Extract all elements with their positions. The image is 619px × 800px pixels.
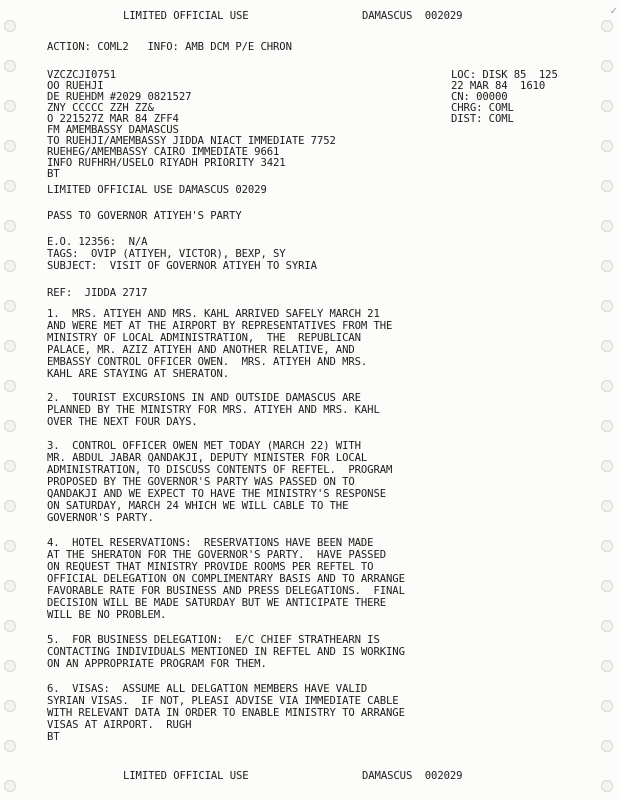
paragraph-line: EMBASSY CONTROL OFFICER OWEN. MRS. ATIYEH AND MRS. xyxy=(47,356,368,368)
eo-line: E.O. 12356: N/A xyxy=(47,236,148,248)
punch-hole xyxy=(4,500,16,512)
paragraph-line: GOVERNOR'S PARTY. xyxy=(47,512,154,524)
punch-hole xyxy=(4,20,16,32)
punch-hole xyxy=(4,700,16,712)
paragraph-line: OFFICIAL DELEGATION ON COMPLIMENTARY BASIS AND TO ARRANGE xyxy=(47,573,405,585)
pass-to-line: PASS TO GOVERNOR ATIYEH'S PARTY xyxy=(47,210,242,222)
date-line: 22 MAR 84 1610 xyxy=(451,80,546,92)
paragraph-line: ON SATURDAY, MARCH 24 WHICH WE WILL CABLE TO THE xyxy=(47,500,349,512)
punch-hole xyxy=(601,180,613,192)
paragraph-line: ADMINISTRATION, TO DISCUSS CONTENTS OF REFTEL. PROGRAM xyxy=(47,464,393,476)
punch-hole xyxy=(601,700,613,712)
punch-hole xyxy=(601,100,613,112)
punch-hole xyxy=(4,140,16,152)
punch-hole xyxy=(4,580,16,592)
paragraph-line: OVER THE NEXT FOUR DAYS. xyxy=(47,416,198,428)
paragraph-line: PROPOSED BY THE GOVERNOR'S PARTY WAS PASSED ON TO xyxy=(47,476,355,488)
punch-hole xyxy=(601,340,613,352)
punch-hole xyxy=(601,60,613,72)
punch-hole xyxy=(601,220,613,232)
punch-hole xyxy=(601,260,613,272)
paragraph-line: QANDAKJI AND WE EXPECT TO HAVE THE MINISTRY'S RESPONSE xyxy=(47,488,387,500)
punch-hole xyxy=(601,460,613,472)
corner-mark-icon: ✓ xyxy=(610,4,617,17)
footer-origin-ref: DAMASCUS 002029 xyxy=(362,770,463,782)
paragraph-line: MR. ABDUL JABAR QANDAKJI, DEPUTY MINISTER FOR LOCAL xyxy=(47,452,368,464)
paragraph-line: MINISTRY OF LOCAL ADMINISTRATION, THE REPUBLICAN xyxy=(47,332,361,344)
body-classification: LIMITED OFFICIAL USE DAMASCUS 02029 xyxy=(47,184,267,196)
punch-hole xyxy=(601,500,613,512)
paragraph-line: ON REQUEST THAT MINISTRY PROVIDE ROOMS PER REFTEL TO xyxy=(47,561,374,573)
paragraph-line: 4. HOTEL RESERVATIONS: RESERVATIONS HAVE BEEN MADE xyxy=(47,537,374,549)
punch-hole xyxy=(4,740,16,752)
routing-line: OO RUEHJI xyxy=(47,80,104,92)
paragraph-line: PLANNED BY THE MINISTRY FOR MRS. ATIYEH AND MRS. KAHL xyxy=(47,404,380,416)
punch-hole xyxy=(4,380,16,392)
punch-hole xyxy=(4,100,16,112)
punch-hole xyxy=(601,740,613,752)
chrg-line: CHRG: COML xyxy=(451,102,514,114)
routing-line: ZNY CCCCC ZZH ZZ& xyxy=(47,102,154,114)
punch-hole xyxy=(4,260,16,272)
punch-hole xyxy=(4,300,16,312)
punch-hole xyxy=(4,60,16,72)
routing-line: RUEHEG/AMEMBASSY CAIRO IMMEDIATE 9661 xyxy=(47,146,280,158)
right-punch-holes xyxy=(601,0,615,800)
punch-hole xyxy=(4,340,16,352)
routing-line: BT xyxy=(47,168,60,180)
punch-hole xyxy=(601,580,613,592)
punch-hole xyxy=(601,300,613,312)
subject-line: SUBJECT: VISIT OF GOVERNOR ATIYEH TO SYRIA xyxy=(47,260,317,272)
paragraph-line: DECISION WILL BE MADE SATURDAY BUT WE ANTICIPATE THERE xyxy=(47,597,387,609)
paragraph-line: 3. CONTROL OFFICER OWEN MET TODAY (MARCH 22) WITH xyxy=(47,440,361,452)
paragraph-line: KAHL ARE STAYING AT SHERATON. xyxy=(47,368,230,380)
routing-line: VZCZCJI0751 xyxy=(47,69,117,81)
paragraph-line: 6. VISAS: ASSUME ALL DELGATION MEMBERS HAVE VALID xyxy=(47,683,368,695)
punch-hole xyxy=(601,20,613,32)
paragraph-line: 1. MRS. ATIYEH AND MRS. KAHL ARRIVED SAFELY MARCH 21 xyxy=(47,308,380,320)
footer-classification: LIMITED OFFICIAL USE xyxy=(123,770,249,782)
header-origin-ref: DAMASCUS 002029 xyxy=(362,10,463,22)
punch-hole xyxy=(601,660,613,672)
punch-hole xyxy=(601,540,613,552)
punch-hole xyxy=(601,620,613,632)
header-classification: LIMITED OFFICIAL USE xyxy=(123,10,249,22)
punch-hole xyxy=(601,140,613,152)
routing-line: INFO RUFHRH/USELO RIYADH PRIORITY 3421 xyxy=(47,157,286,169)
action-line: ACTION: COML2 INFO: AMB DCM P/E CHRON xyxy=(47,41,292,53)
paragraph-line: WILL BE NO PROBLEM. xyxy=(47,609,167,621)
paragraph-line: AT THE SHERATON FOR THE GOVERNOR'S PARTY. HAVE PASSED xyxy=(47,549,387,561)
punch-hole xyxy=(4,180,16,192)
ref-line: REF: JIDDA 2717 xyxy=(47,287,148,299)
punch-hole xyxy=(4,540,16,552)
routing-line: O 221527Z MAR 84 ZFF4 xyxy=(47,113,179,125)
punch-hole xyxy=(4,460,16,472)
routing-line: FM AMEMBASSY DAMASCUS xyxy=(47,124,179,136)
cn-line: CN: 00000 xyxy=(451,91,508,103)
paragraph-line: FAVORABLE RATE FOR BUSINESS AND PRESS DELEGATIONS. FINAL xyxy=(47,585,405,597)
punch-hole xyxy=(601,420,613,432)
punch-hole xyxy=(4,660,16,672)
paragraph-line: AND WERE MET AT THE AIRPORT BY REPRESENTATIVES FROM THE xyxy=(47,320,393,332)
routing-line: DE RUEHDM #2029 0821527 xyxy=(47,91,192,103)
punch-hole xyxy=(601,780,613,792)
punch-hole xyxy=(4,420,16,432)
punch-hole xyxy=(601,380,613,392)
left-punch-holes xyxy=(4,0,18,800)
paragraph-line: 2. TOURIST EXCURSIONS IN AND OUTSIDE DAMASCUS ARE xyxy=(47,392,361,404)
paragraph-line: ON AN APPROPRIATE PROGRAM FOR THEM. xyxy=(47,658,267,670)
punch-hole xyxy=(4,620,16,632)
paragraph-line: PALACE, MR. AZIZ ATIYEH AND ANOTHER RELATIVE, AND xyxy=(47,344,355,356)
paragraph-line: VISAS AT AIRPORT. RUGH xyxy=(47,719,192,731)
punch-hole xyxy=(4,220,16,232)
punch-hole xyxy=(4,780,16,792)
paragraph-line: SYRIAN VISAS. IF NOT, PLEASI ADVISE VIA IMMEDIATE CABLE xyxy=(47,695,399,707)
paragraph-line: 5. FOR BUSINESS DELEGATION: E/C CHIEF STRATHEARN IS xyxy=(47,634,380,646)
paragraph-line: WITH RELEVANT DATA IN ORDER TO ENABLE MINISTRY TO ARRANGE xyxy=(47,707,405,719)
paragraph-line: CONTACTING INDIVIDUALS MENTIONED IN REFTEL AND IS WORKING xyxy=(47,646,405,658)
loc-line: LOC: DISK 85 125 xyxy=(451,69,558,81)
dist-line: DIST: COML xyxy=(451,113,514,125)
tags-line: TAGS: OVIP (ATIYEH, VICTOR), BEXP, SY xyxy=(47,248,286,260)
paragraph-line: BT xyxy=(47,731,60,743)
routing-line: TO RUEHJI/AMEMBASSY JIDDA NIACT IMMEDIATE 7752 xyxy=(47,135,336,147)
